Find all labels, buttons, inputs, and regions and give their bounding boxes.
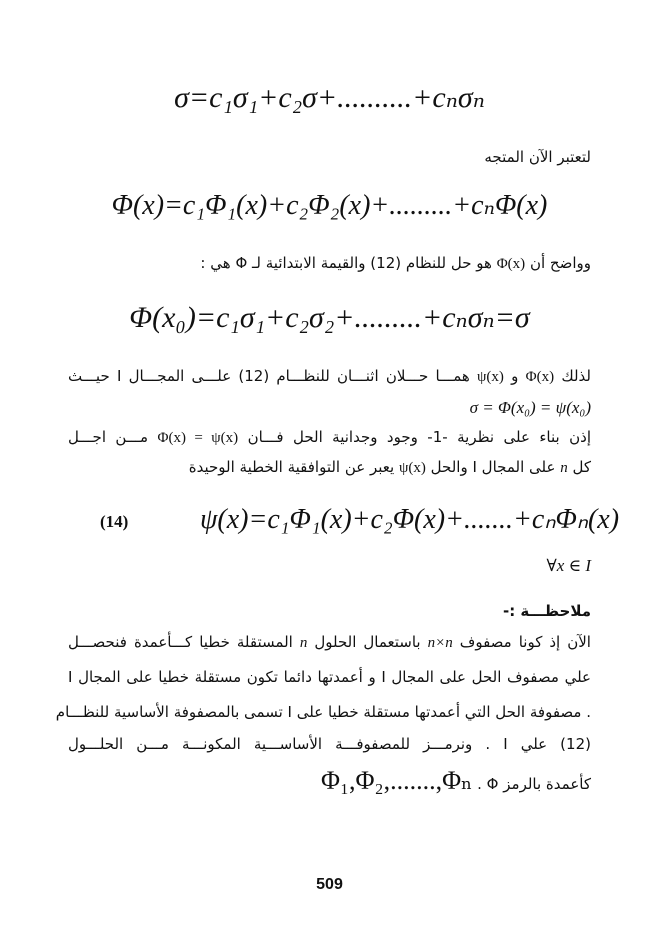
text-fragment: وواضح أن — [529, 254, 591, 272]
text-unique-combination — [189, 458, 591, 477]
text-fragment: I . ونرمـــز للمصفوفـــة الأساســـية المكونـــة مـــن الحلـــول — [68, 735, 508, 753]
inline-phi-x: Φ(x) — [525, 369, 555, 385]
inline-n: n — [299, 635, 308, 651]
text-clear-solution — [200, 254, 591, 273]
equation-phi-combination: Φ(x)=c₁Φ₁(x)+c₂Φ₂(x)+.........+cₙΦ(x) — [111, 190, 548, 221]
text-fragment: مـــن اجـــل — [68, 428, 149, 446]
equation-psi-combination: ψ(x)=c₁Φ₁(x)+c₂Φ(x)+.......+cₙΦₙ(x) — [200, 504, 620, 535]
text-fragment: يعبر عن التوافقية الخطية الوحيدة — [188, 458, 395, 476]
equation-phi-initial: Φ(x₀)=c₁σ₁+c₂σ₂+.........+cₙσₙ=σ — [129, 301, 530, 334]
note-line-1 — [68, 633, 591, 652]
inline-n: n — [560, 460, 568, 476]
equation-equality-x0: σ = Φ(x₀) = ψ(x₀) — [469, 398, 591, 417]
equation-sigma-sum: σ=c₁σ₁+c₂σ+..........+cₙσₙ — [174, 81, 485, 114]
text-fragment: الآن إذ كونا مصفوف — [459, 633, 591, 651]
text-fragment: باستعمال الحلول — [314, 633, 421, 651]
note-line-2: علي مصفوف الحل على المجال I و أعمدتها دائما تكون مستقلة خطيا على المجال I — [68, 668, 591, 686]
text-fragment: همـــا حـــلان اثنـــان للنظـــام (12) علـــى المجـــال I حيـــث — [68, 367, 470, 385]
inline-phi-eq-psi: Φ(x) = ψ(x) — [157, 430, 239, 446]
inline-psi-x: ψ(x) — [477, 369, 504, 385]
text-fragment: هو حل للنظام (12) والقيمة الابتدائية لـ Φ هي : — [200, 254, 492, 272]
inline-n-by-n: n×n — [427, 635, 453, 651]
text-fragment: كأعمدة بالرمز Φ . — [477, 775, 591, 793]
inline-phi-x: Φ(x) — [496, 256, 526, 272]
text-fragment: المستقلة خطيا كـــأعمدة فنحصـــل — [68, 633, 293, 651]
text-fragment: إذن بناء على نظرية -1- وجود وجدانية الحل فـــان — [247, 428, 591, 446]
text-therefore — [68, 367, 591, 386]
text-fragment: و — [511, 367, 519, 385]
note-line-3: . مصفوفة الحل التي أعمدتها مستقلة خطيا على I تسمى بالمصفوفة الأساسية للنظـــام — [55, 703, 591, 721]
inline-phi-list: Φ₁,Φ₂,.......,Φₙ — [320, 766, 473, 795]
text-fragment: لذلك — [561, 367, 591, 385]
text-fragment: (12) علي — [520, 735, 591, 753]
page-number: 509 — [316, 876, 343, 893]
text-theorem — [68, 428, 591, 447]
equation-for-all: ∀x ∈ I — [546, 556, 591, 575]
note-heading: ملاحظـــة :- — [502, 602, 591, 620]
equation-number: (14) — [100, 512, 129, 531]
note-line-5 — [321, 766, 591, 796]
text-fragment: على المجال I والحل — [430, 458, 556, 476]
note-line-4 — [68, 735, 591, 753]
text-consider-vector: لتعتبر الآن المتجه — [484, 148, 591, 166]
inline-psi-x: ψ(x) — [399, 460, 426, 476]
text-fragment: كل — [572, 458, 591, 476]
